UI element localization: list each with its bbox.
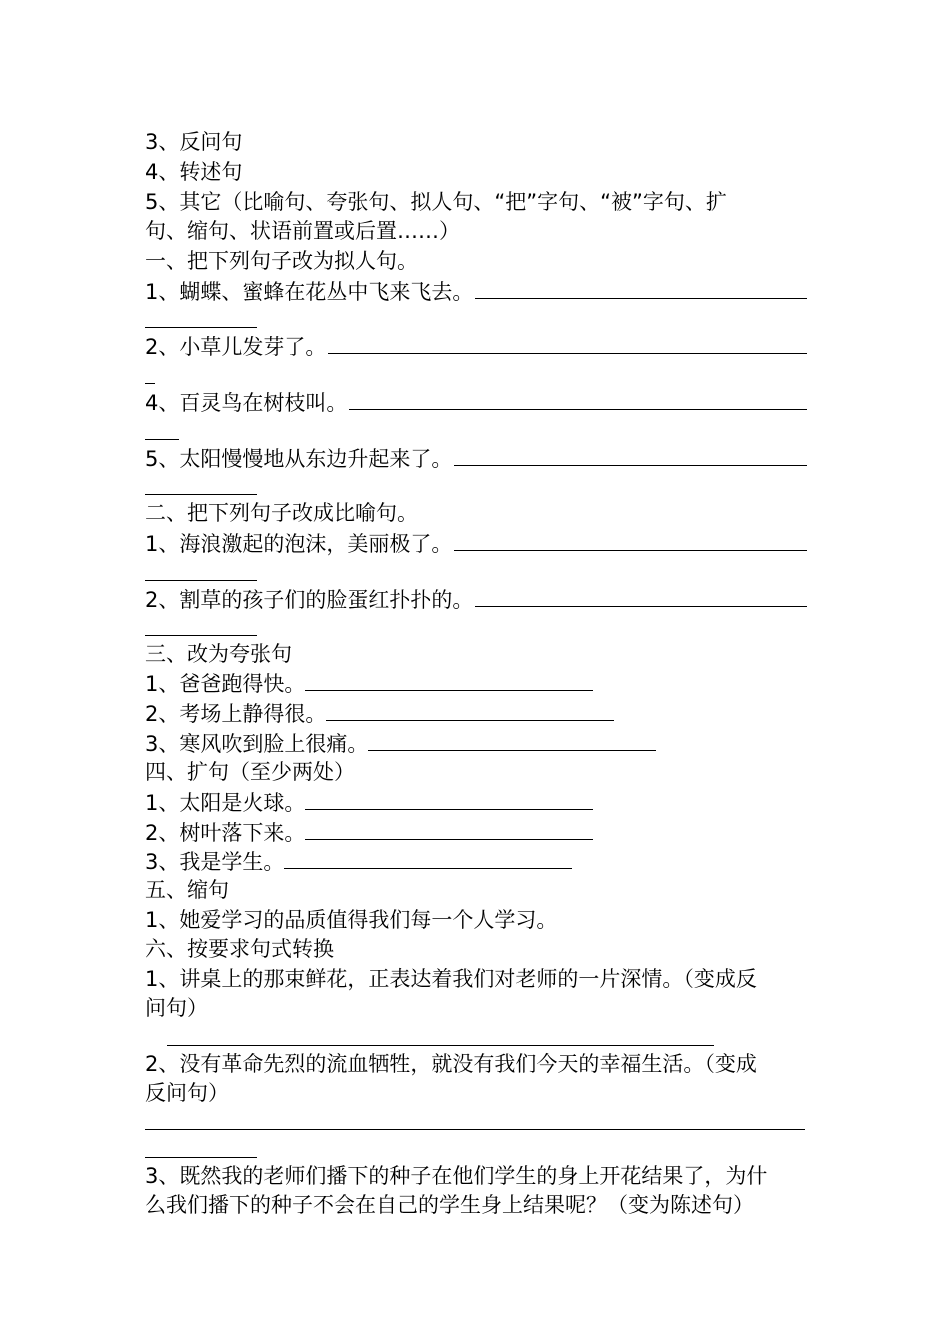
question-text: 1、太阳是火球。 [145, 791, 306, 815]
answer-blank[interactable] [145, 1129, 805, 1130]
answer-blank-continuation[interactable] [145, 383, 155, 384]
question-row [145, 443, 807, 474]
question-text: 1、讲桌上的那束鲜花，正表达着我们对老师的一片深情。（变成反 [145, 967, 757, 991]
question-text: 1、她爱学习的品质值得我们每一个人学习。 [145, 908, 558, 932]
answer-blank-continuation[interactable] [145, 494, 257, 495]
item-reported-speech: 4、转述句 [145, 160, 243, 184]
answer-blank[interactable] [328, 331, 807, 354]
answer-blank[interactable] [167, 1045, 714, 1046]
question-text: 3、寒风吹到脸上很痛。 [145, 732, 369, 756]
section-heading-hyperbole: 三、改为夸张句 [145, 642, 292, 666]
answer-blank-continuation[interactable] [145, 439, 179, 440]
question-text: 2、没有革命先烈的流血牺牲，就没有我们今天的幸福生活。（变成 [145, 1052, 757, 1076]
item-other-line1: 5、其它（比喻句、夸张句、拟人句、“把”字句、“被”字句、扩 [145, 190, 727, 214]
question-row [145, 698, 807, 729]
answer-blank[interactable] [454, 443, 807, 466]
answer-blank[interactable] [368, 728, 656, 751]
question-text: 么我们播下的种子不会在自己的学生身上结果呢？（变为陈述句） [145, 1193, 754, 1217]
question-row [145, 387, 807, 418]
answer-blank[interactable] [305, 817, 593, 840]
question-row [145, 584, 807, 615]
question-text: 2、考场上静得很。 [145, 702, 327, 726]
answer-blank[interactable] [349, 387, 807, 410]
question-row [145, 668, 807, 699]
question-text: 1、蝴蝶、蜜蜂在花丛中飞来飞去。 [145, 280, 474, 304]
question-text: 2、小草儿发芽了。 [145, 335, 327, 359]
answer-blank[interactable] [305, 668, 593, 691]
answer-blank[interactable] [454, 528, 807, 551]
section-heading-expand: 四、扩句（至少两处） [145, 760, 355, 784]
question-row [145, 846, 807, 877]
section-heading-transform: 六、按要求句式转换 [145, 937, 334, 961]
answer-blank[interactable] [326, 698, 614, 721]
section-heading-personification: 一、把下列句子改为拟人句。 [145, 249, 418, 273]
answer-blank[interactable] [284, 846, 572, 869]
question-text: 反问句） [145, 1081, 229, 1105]
section-heading-metaphor: 二、把下列句子改成比喻句。 [145, 501, 418, 525]
answer-blank-continuation[interactable] [145, 327, 257, 328]
answer-blank-continuation[interactable] [145, 1157, 257, 1158]
item-other-line2: 句、缩句、状语前置或后置……） [145, 219, 460, 243]
answer-blank-continuation[interactable] [145, 635, 257, 636]
question-text: 2、割草的孩子们的脸蛋红扑扑的。 [145, 588, 474, 612]
question-text: 1、海浪激起的泡沫，美丽极了。 [145, 532, 453, 556]
section-heading-shorten: 五、缩句 [145, 878, 229, 902]
question-row [145, 276, 807, 307]
answer-blank[interactable] [475, 584, 807, 607]
question-row [145, 787, 807, 818]
question-text: 3、既然我的老师们播下的种子在他们学生的身上开花结果了，为什 [145, 1164, 768, 1188]
question-text: 2、树叶落下来。 [145, 821, 306, 845]
question-row [145, 331, 807, 362]
question-text: 4、百灵鸟在树枝叫。 [145, 391, 348, 415]
question-text: 3、我是学生。 [145, 850, 285, 874]
answer-blank-continuation[interactable] [145, 580, 257, 581]
question-text: 5、太阳慢慢地从东边升起来了。 [145, 447, 453, 471]
question-text: 1、爸爸跑得快。 [145, 672, 306, 696]
answer-blank[interactable] [305, 787, 593, 810]
question-row [145, 817, 807, 848]
question-text: 问句） [145, 996, 208, 1020]
question-row [145, 528, 807, 559]
answer-blank[interactable] [475, 276, 807, 299]
question-row [145, 728, 807, 759]
item-rhetorical-question: 3、反问句 [145, 130, 243, 154]
